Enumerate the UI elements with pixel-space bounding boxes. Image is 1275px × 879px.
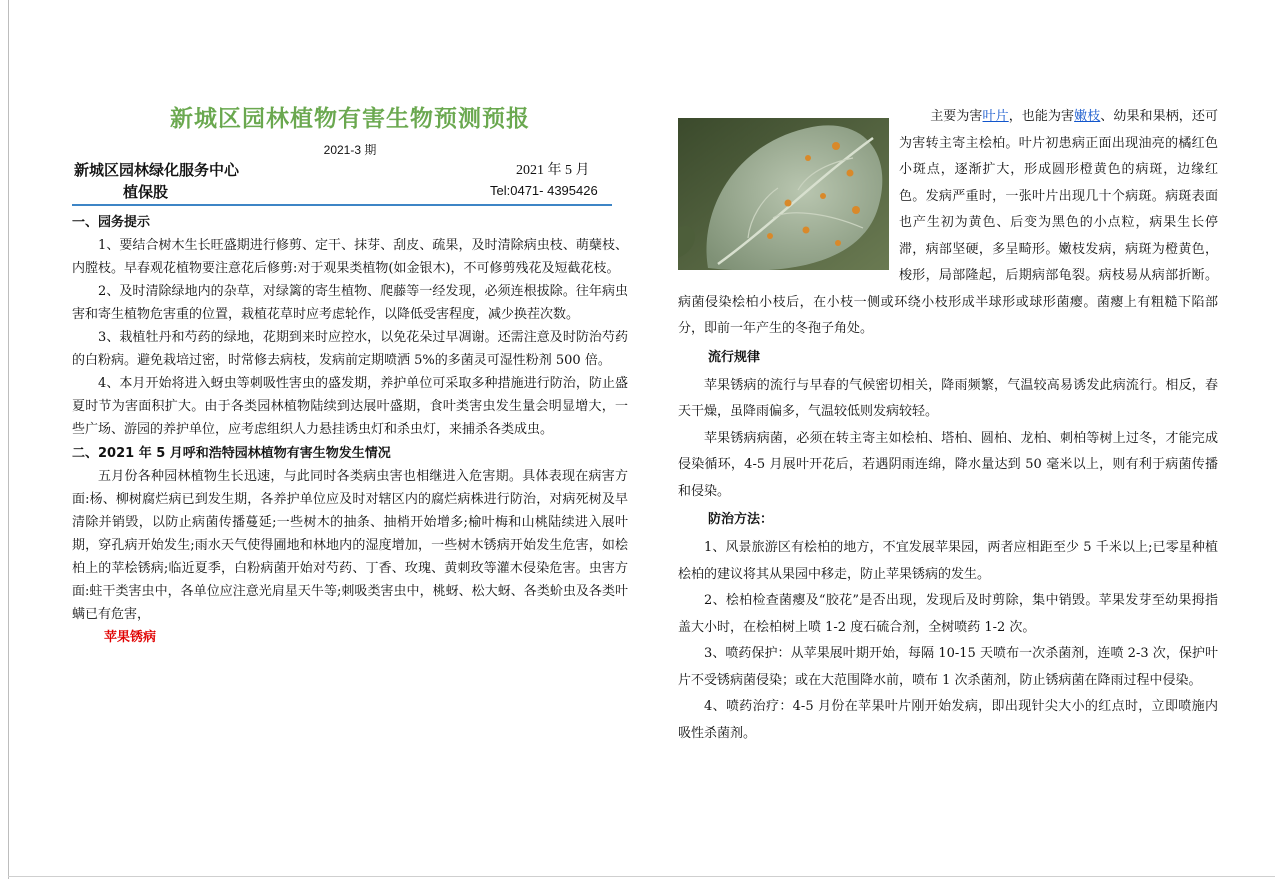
publish-date: 2021 年 5 月 [516,163,590,178]
control-heading: 防治方法： [708,512,774,527]
section1-paragraph: 4、本月开始将进入蚜虫等刺吸性害虫的盛发期，养护单位可采取多种措施进行防治，防止盛夏时节为害面积扩大。由于各类园林植物陆续到达展叶盛期，食叶类害虫发生量会明显增大，一些广场、游园的养护单位，应考虑组织人力悬挂诱虫灯和杀虫灯，来捕杀各类成虫。 [72,376,628,437]
header-divider [72,204,612,206]
page-left-border [8,0,9,879]
link-twig[interactable]: 嫩枝 [1074,109,1101,124]
link-leaf[interactable]: 叶片 [982,109,1009,124]
page-title: 新城区园林植物有害生物预测预报 [170,106,530,132]
control-paragraph: 3、喷药保护：从苹果展叶期开始，每隔 10-15 天喷布一次杀菌剂，连喷 2-3 次，保护叶片不受锈病菌侵染；或在大范围降水前，喷布 1 次杀菌剂，防止锈病菌在降雨过程中侵染。 [678,646,1218,688]
left-column [72,96,628,650]
right-column [678,104,1218,747]
section1-paragraph: 3、栽植牡丹和芍药的绿地，花期到来时应控水，以免花朵过早凋谢。还需注意及时防治芍药的白粉病。避免栽培过密，时常修去病枝，发病前定期喷洒 5%的多菌灵可湿性粉剂 500 倍。 [72,330,628,368]
section1-paragraph: 1、要结合树木生长旺盛期进行修剪、定干、抹芽、刮皮、疏果，及时清除病虫枝、萌蘖枝、内膛枝。早春观花植物要注意花后修剪:对于观果类植物(如金银木)，不可修剪残花及短截花枝。 [72,238,628,276]
org-name: 新城区园林绿化服务中心 [74,161,240,179]
section1-heading: 一、园务提示 [72,215,151,230]
control-paragraph: 2、桧柏检查菌瘿及“胶花”是否出现，发现后及时剪除，集中销毁。苹果发芽至幼果拇指盖大小时，在桧柏树上喷 1-2 度石硫合剂，全树喷药 1-2 次。 [678,593,1218,635]
disease-title: 苹果锈病 [104,630,157,645]
control-paragraph: 4、喷药治疗：4-5 月份在苹果叶片刚开始发病，即出现针尖大小的红点时，立即喷施内吸性杀菌剂。 [678,699,1218,741]
header-row-1 [72,159,628,181]
leaf-rust-photo [678,118,889,270]
page-bottom-border [8,876,1275,877]
pattern-paragraph: 苹果锈病病菌，必须在转主寄主如桧柏、塔柏、圆柏、龙柏、刺柏等树上过冬，才能完成侵染循环，4-5 月展叶开花后，若遇阴雨连绵，降水量达到 50 毫米以上，则有利于病菌传播和侵染。 [678,430,1218,499]
pattern-heading: 流行规律 [708,349,761,365]
section2-paragraph: 五月份各种园林植物生长迅速，与此同时各类病虫害也相继进入危害期。具体表现在病害方面:杨、柳树腐烂病已到发生期，各养护单位应及时对辖区内的腐烂病株进行防治，对病死树及早清除并销毁，以防止病菌传播蔓延;一些树木的抽条、抽梢开始增多;榆叶梅和山桃陆续进入展叶期，穿孔病开始发生;雨水天气使得圃地和林地内的湿度增加，一些树木锈病开始发生危害，如桧柏上的苹桧锈病;临近夏季，白粉病菌开始对芍药、丁香、玫瑰、黄刺玫等灌木侵染危害。虫害方面:蛀干类害虫中，各单位应注意光肩星天牛等;刺吸类害虫中，桃蚜、松大蚜、各类蚧虫及各类叶螨已有危害， [72,469,628,622]
control-paragraph: 1、风景旅游区有桧柏的地方，不宜发展苹果园，两者应相距至少 5 千米以上;已零星种植桧柏的建议将其从果园中移走，防止苹果锈病的发生。 [678,540,1218,582]
dept-name: 植保股 [123,183,169,201]
pattern-paragraph: 苹果锈病的流行与早春的气候密切相关，降雨频繁，气温较高易诱发此病流行。相反，春天干燥，虽降雨偏多，气温较低则发病较轻。 [678,377,1218,419]
intro-text: 主要为害 [930,109,983,124]
section2-heading: 二、2021 年 5 月呼和浩特园林植物有害生物发生情况 [72,446,391,461]
issue-number: 2021-3 期 [323,143,377,157]
intro-text: 、幼果和果柄，还可为害转主寄主桧柏。叶片初患病正面出现油亮的橘红色小斑点，逐渐扩大，形成圆形橙黄色的病斑，边缘红色。发病严重时，一张叶片出现几十个病斑。病斑表面也产生初为黄色、后变为黑色的小点粒，病果生长停滞，病部坚硬，多呈畸形。嫩枝发病，病斑为橙黄色，梭形，局部隆起，后期病部龟裂。病枝易从病部折断。病菌侵染桧柏小枝后，在小枝一侧或环绕小枝形成半球形或球形菌瘿。菌瘿上有粗糙下陷部分，即前一年产生的冬孢子角处。 [678,109,1218,336]
telephone: Tel:0471- 4395426 [490,183,598,198]
intro-text: ，也能为害 [1008,109,1075,124]
section1-paragraph: 2、及时清除绿地内的杂草，对绿篱的寄生植物、爬藤等一经发现，必须连根拔除。往年病虫害和寄生植物危害重的位置，栽植花草时应考虑轮作，以降低受害程度，减少换茬次数。 [72,284,628,322]
header-row-2 [72,181,628,203]
